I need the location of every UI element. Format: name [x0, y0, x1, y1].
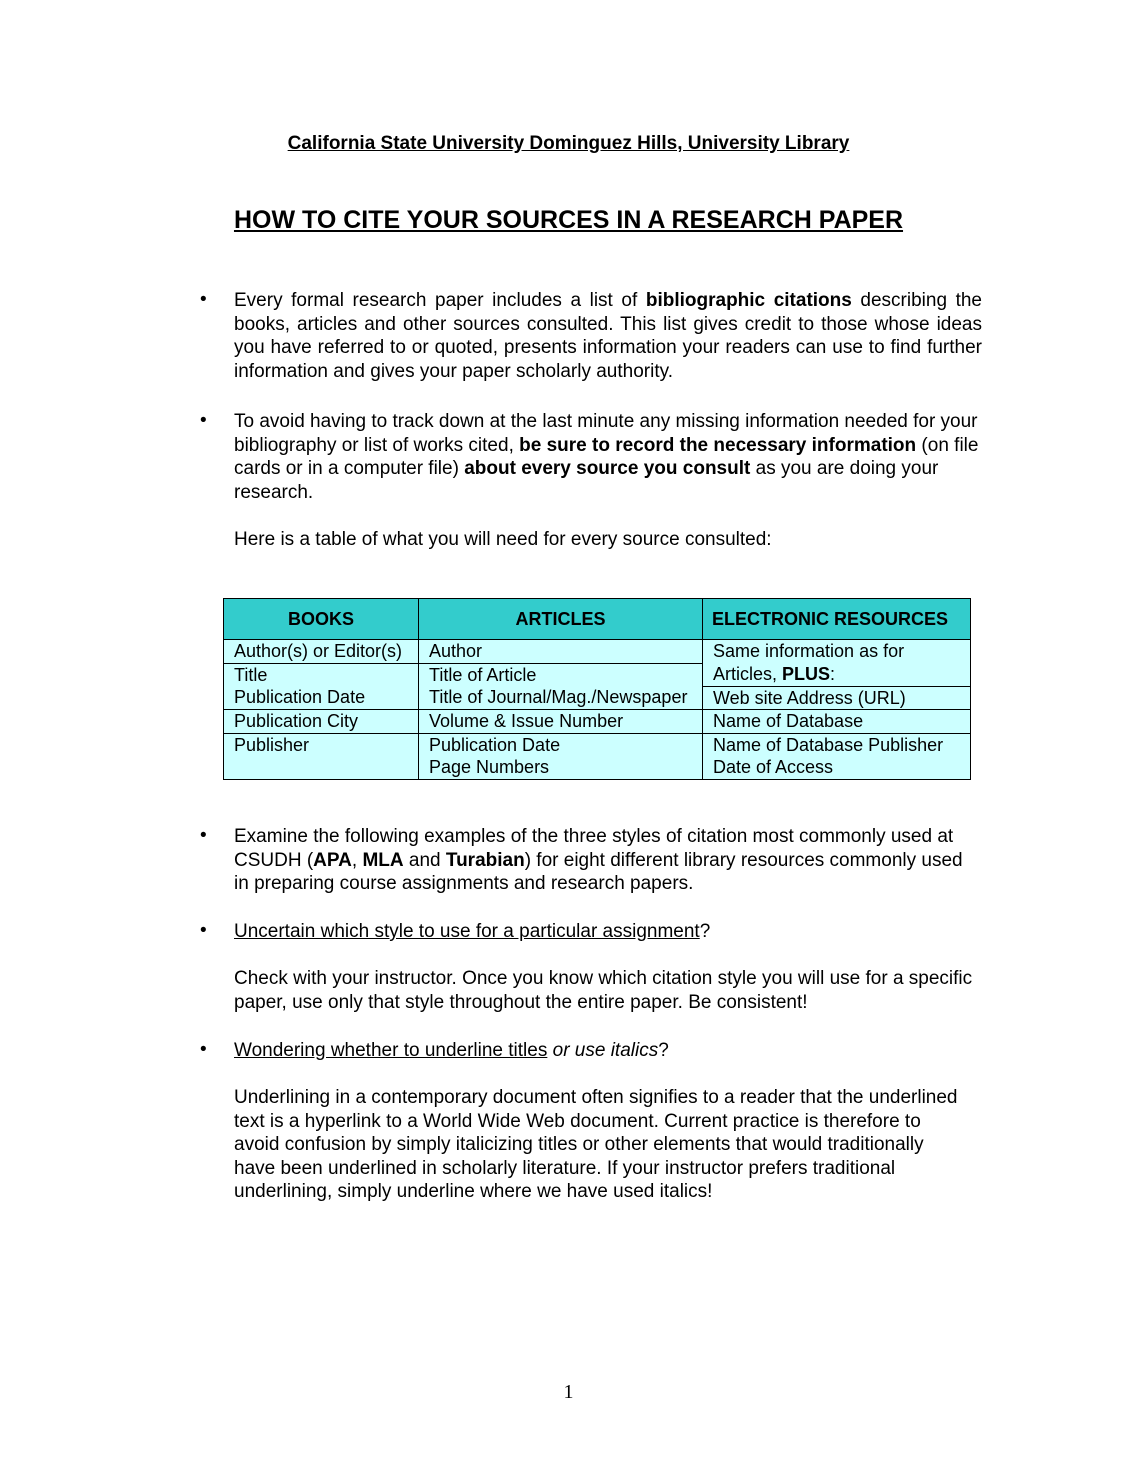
bullet-marker: • — [200, 289, 207, 310]
table-row — [224, 733, 971, 779]
paragraph-underline-italics: Wondering whether to underline titles or use italics? — [234, 1040, 669, 1061]
table-cell: Author(s) or Editor(s) — [224, 640, 419, 664]
table-cell: Publication Date Page Numbers — [419, 733, 703, 779]
table-cell: Volume & Issue Number — [419, 710, 703, 734]
table-cell: Publication City — [224, 710, 419, 734]
table-cell: Title of Article — [419, 663, 703, 686]
table-header-row — [224, 599, 971, 640]
electronic-resources-header: ELECTRONIC RESOURCES — [703, 599, 971, 640]
table-cell: Publication Date — [224, 686, 419, 710]
table-cell: Same information as for Articles, PLUS: — [703, 640, 971, 687]
bullet-marker: • — [200, 410, 207, 431]
paragraph-record-information: To avoid having to track down at the last minute any missing information needed for your bibliography or list of works cited, be sure to record the necessary information (on file cards or in a computer file) about every source you consult as you are doing your research. — [234, 411, 979, 503]
table-row — [224, 710, 971, 734]
bullet-marker: • — [200, 920, 207, 941]
source-requirements-table — [223, 598, 971, 780]
paragraph-check-instructor: Check with your instructor. Once you know which citation style you will use for a specific paper, use only that style throughout the entire paper. Be consistent! — [234, 968, 973, 1013]
page-title: HOW TO CITE YOUR SOURCES IN A RESEARCH PAPER — [233, 206, 904, 234]
table-row — [224, 640, 971, 664]
bullet-marker: • — [200, 825, 207, 846]
table-cell: Author — [419, 640, 703, 664]
paragraph-underlining-explanation: Underlining in a contemporary document often signifies to a reader that the underlined text is a hyperlink to a World Wide Web document. Current practice is therefore to avoid confusion by simply italicizing titles or other elements that would traditionally have been underlined in scholarly literature. If your instructor prefers traditional underlining, simply underline where we have used italics! — [234, 1087, 958, 1203]
paragraph-uncertain-style: Uncertain which style to use for a particular assignment? — [234, 921, 711, 942]
page-number: 1 — [563, 1381, 574, 1403]
institution-heading: California State University Dominguez Hills, University Library — [287, 133, 850, 154]
paragraph-bibliographic-citations: Every formal research paper includes a list of bibliographic citations describing the books, articles and other sources consulted. This list gives credit to those whose ideas you have referred to or quoted, presents information your readers can use to find further information and gives your paper scholarly authority. — [234, 290, 982, 382]
table-cell: Title — [224, 663, 419, 686]
articles-header: ARTICLES — [419, 599, 703, 640]
bullet-marker: • — [200, 1039, 207, 1060]
table-cell: Web site Address (URL) — [703, 686, 971, 710]
table-cell: Title of Journal/Mag./Newspaper — [419, 686, 703, 710]
paragraph-citation-styles: Examine the following examples of the three styles of citation most commonly used at CSUDH (APA, MLA and Turabian) for eight different library resources commonly used in preparing course assignments and research papers. — [234, 826, 963, 895]
books-header: BOOKS — [224, 599, 419, 640]
table-row — [224, 686, 971, 710]
table-cell: Name of Database Publisher Date of Access — [703, 733, 971, 779]
table-cell: Publisher — [224, 733, 419, 779]
table-cell: Name of Database — [703, 710, 971, 734]
table-intro: Here is a table of what you will need for every source consulted: — [234, 529, 772, 550]
